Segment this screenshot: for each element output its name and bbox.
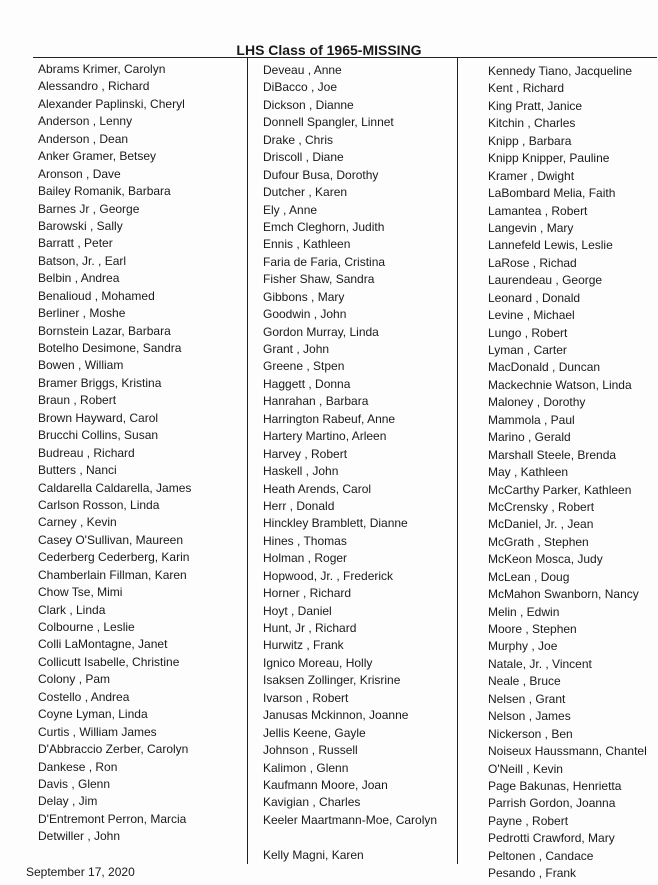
name-entry: Carney , Kevin bbox=[38, 515, 117, 530]
name-entry: Goodwin , John bbox=[263, 307, 347, 322]
name-entry: Melin , Edwin bbox=[488, 604, 560, 619]
name-entry: Dufour Busa, Dorothy bbox=[263, 167, 379, 182]
name-entry: Hanrahan , Barbara bbox=[263, 394, 369, 409]
name-entry: Botelho Desimone, Sandra bbox=[38, 341, 182, 355]
name-entry: Page Bakunas, Henrietta bbox=[488, 778, 622, 793]
name-entry: Peltonen , Candace bbox=[488, 848, 594, 863]
name-entry: Ennis , Kathleen bbox=[263, 237, 351, 252]
name-entry: McLean , Doug bbox=[488, 569, 570, 584]
name-entry: DiBacco , Joe bbox=[263, 80, 338, 95]
name-entry: Anderson , Lenny bbox=[38, 114, 133, 129]
name-entry: Pesando , Frank bbox=[488, 866, 577, 881]
name-entry: Mammola , Paul bbox=[488, 412, 575, 427]
column-divider-2 bbox=[457, 58, 458, 864]
name-entry: Parrish Gordon, Joanna bbox=[488, 796, 616, 811]
name-entry: Ignico Moreau, Holly bbox=[263, 655, 373, 670]
name-entry: Fisher Shaw, Sandra bbox=[263, 272, 375, 287]
name-entry: McMahon Swanborn, Nancy bbox=[488, 587, 639, 602]
name-entry: Moore , Stephen bbox=[488, 622, 577, 636]
name-entry: Casey O'Sullivan, Maureen bbox=[38, 532, 184, 547]
name-entry: D'Abbraccio Zerber, Carolyn bbox=[38, 742, 189, 757]
name-entry: Greene , Stpen bbox=[263, 359, 345, 374]
name-entry: Braun , Robert bbox=[38, 393, 117, 408]
name-entry: Maloney , Dorothy bbox=[488, 395, 586, 410]
name-entry: Colony , Pam bbox=[38, 672, 111, 687]
name-entry: Isaksen Zollinger, Krisrine bbox=[263, 673, 401, 688]
name-entry: Barowski , Sally bbox=[38, 218, 123, 233]
name-entry: King Pratt, Janice bbox=[488, 98, 583, 113]
name-entry: Knipp , Barbara bbox=[488, 133, 572, 148]
name-entry: Alessandro , Richard bbox=[38, 79, 150, 94]
name-entry: Johnson , Russell bbox=[263, 743, 358, 758]
name-entry: Kelly Magni, Karen bbox=[263, 847, 364, 862]
name-entry: Aronson , Dave bbox=[38, 166, 121, 181]
name-entry: Heath Arends, Carol bbox=[263, 481, 372, 496]
name-entry: Cederberg Cederberg, Karin bbox=[38, 550, 190, 565]
name-entry: Holman , Roger bbox=[263, 551, 348, 566]
name-entry: Ivarson , Robert bbox=[263, 690, 349, 705]
name-entry: Kaufmann Moore, Joan bbox=[263, 777, 388, 792]
name-entry: Faria de Faria, Cristina bbox=[263, 254, 386, 269]
name-column-2 bbox=[263, 62, 453, 864]
name-entry: Chamberlain Fillman, Karen bbox=[38, 567, 187, 582]
name-entry: Hoyt , Daniel bbox=[263, 603, 332, 618]
name-entry: McCarthy Parker, Kathleen bbox=[488, 482, 632, 497]
name-entry: Keeler Maartmann-Moe, Carolyn bbox=[263, 812, 438, 827]
name-entry: Carlson Rosson, Linda bbox=[38, 497, 160, 512]
name-entry: Lungo , Robert bbox=[488, 325, 568, 340]
name-entry: Noiseux Haussmann, Chantel bbox=[488, 744, 647, 759]
name-entry: Grant , John bbox=[263, 342, 330, 356]
name-entry: Belbin , Andrea bbox=[38, 271, 120, 286]
name-entry: Anker Gramer, Betsey bbox=[38, 149, 157, 164]
name-entry: Harrington Rabeuf, Anne bbox=[263, 411, 396, 426]
name-entry: Levine , Michael bbox=[488, 308, 575, 323]
name-entry: LaRose , Richad bbox=[488, 255, 577, 270]
name-entry: Berliner , Moshe bbox=[38, 306, 126, 321]
name-entry: Emch Cleghorn, Judith bbox=[263, 219, 385, 234]
name-entry: Horner , Richard bbox=[263, 586, 352, 601]
name-entry: Knipp Knipper, Pauline bbox=[488, 151, 610, 166]
name-entry: Curtis , William James bbox=[38, 724, 157, 739]
name-entry: Donnell Spangler, Linnet bbox=[263, 115, 394, 130]
name-entry: Lamantea , Robert bbox=[488, 203, 588, 218]
name-entry: Hines , Thomas bbox=[263, 533, 347, 548]
name-entry: Marino , Gerald bbox=[488, 430, 571, 445]
name-entry: LaBombard Melia, Faith bbox=[488, 186, 616, 201]
name-entry: Leonard , Donald bbox=[488, 290, 581, 305]
name-entry: Brucchi Collins, Susan bbox=[38, 428, 159, 443]
name-entry: Dankese , Ron bbox=[38, 759, 118, 774]
name-entry: Kent , Richard bbox=[488, 81, 565, 96]
name-entry: Jellis Keene, Gayle bbox=[263, 725, 366, 740]
name-entry: Budreau , Richard bbox=[38, 445, 135, 460]
name-entry: Laurendeau , George bbox=[488, 273, 603, 288]
name-entry: Alexander Paplinski, Cheryl bbox=[38, 96, 185, 111]
name-entry: Ely , Anne bbox=[263, 202, 318, 217]
name-entry: McGrath , Stephen bbox=[488, 534, 589, 549]
name-entry: Langevin , Mary bbox=[488, 220, 574, 235]
name-entry: Bramer Briggs, Kristina bbox=[38, 375, 162, 390]
name-entry: Neale , Bruce bbox=[488, 674, 561, 689]
name-entry: Harvey , Robert bbox=[263, 446, 348, 461]
name-entry: Lyman , Carter bbox=[488, 343, 567, 357]
name-entry: Kramer , Dwight bbox=[488, 168, 575, 183]
name-column-1 bbox=[38, 61, 244, 846]
name-entry: Gordon Murray, Linda bbox=[263, 324, 379, 339]
name-entry: MacDonald , Duncan bbox=[488, 360, 601, 375]
name-entry: Haskell , John bbox=[263, 464, 339, 479]
footer-date: September 17, 2020 bbox=[26, 865, 135, 879]
name-entry: Bornstein Lazar, Barbara bbox=[38, 323, 171, 338]
name-entry: Hartery Martino, Arleen bbox=[263, 429, 387, 444]
name-entry: Dickson , Dianne bbox=[263, 97, 354, 112]
name-entry: Dutcher , Karen bbox=[263, 185, 348, 200]
name-entry: O'Neill , Kevin bbox=[488, 761, 563, 776]
name-entry: McKeon Mosca, Judy bbox=[488, 552, 603, 567]
name-entry: Hunt, Jr , Richard bbox=[263, 621, 357, 635]
name-entry: Anderson , Dean bbox=[38, 131, 129, 146]
name-entry: Barnes Jr , George bbox=[38, 201, 140, 216]
name-entry: Deveau , Anne bbox=[263, 63, 342, 77]
name-entry: Lannefeld Lewis, Leslie bbox=[488, 238, 613, 253]
name-entry: Pedrotti Crawford, Mary bbox=[488, 831, 615, 846]
name-entry: Bowen , William bbox=[38, 358, 124, 373]
name-entry: Kavigian , Charles bbox=[263, 795, 361, 810]
name-entry: Chow Tse, Mimi bbox=[38, 585, 123, 600]
name-entry: Marshall Steele, Brenda bbox=[488, 447, 617, 462]
name-entry: Gibbons , Mary bbox=[263, 289, 345, 304]
name-entry: Driscoll , Diane bbox=[263, 150, 344, 165]
name-entry: Mackechnie Watson, Linda bbox=[488, 377, 632, 392]
name-entry: McDaniel, Jr. , Jean bbox=[488, 517, 594, 532]
name-entry: Abrams Krimer, Carolyn bbox=[38, 62, 166, 76]
name-entry: Batson, Jr. , Earl bbox=[38, 253, 127, 268]
name-entry: Colli LaMontagne, Janet bbox=[38, 637, 168, 652]
name-entry: May , Kathleen bbox=[488, 465, 569, 480]
name-entry: Kennedy Tiano, Jacqueline bbox=[488, 64, 633, 78]
name-entry: McCrensky , Robert bbox=[488, 499, 595, 514]
name-entry: D'Entremont Perron, Marcia bbox=[38, 811, 187, 826]
name-entry: Hopwood, Jr. , Frederick bbox=[263, 568, 394, 583]
title-rule bbox=[33, 57, 657, 58]
name-entry: Benalioud , Mohamed bbox=[38, 288, 155, 303]
name-entry: Caldarella Caldarella, James bbox=[38, 480, 192, 495]
name-entry: Delay , Jim bbox=[38, 794, 98, 809]
name-entry: Natale, Jr. , Vincent bbox=[488, 656, 592, 671]
page-title: LHS Class of 1965-MISSING bbox=[236, 42, 422, 58]
name-entry: Davis , Glenn bbox=[38, 776, 111, 791]
name-entry: Nelsen , Grant bbox=[488, 691, 566, 706]
name-entry: Butters , Nanci bbox=[38, 463, 117, 478]
name-entry: Coyne Lyman, Linda bbox=[38, 707, 148, 722]
name-entry: Colbourne , Leslie bbox=[38, 620, 135, 634]
name-entry: Barratt , Peter bbox=[38, 236, 113, 251]
name-entry: Hurwitz , Frank bbox=[263, 638, 344, 653]
name-entry: Clark , Linda bbox=[38, 602, 106, 617]
name-entry: Brown Hayward, Carol bbox=[38, 410, 159, 425]
name-entry: Kalimon , Glenn bbox=[263, 760, 349, 775]
name-entry: Costello , Andrea bbox=[38, 689, 130, 704]
name-entry: Janusas Mckinnon, Joanne bbox=[263, 708, 409, 723]
name-entry: Haggett , Donna bbox=[263, 376, 351, 391]
name-entry: Detwiller , John bbox=[38, 829, 121, 844]
name-entry: Murphy , Joe bbox=[488, 639, 558, 654]
name-entry: Nickerson , Ben bbox=[488, 726, 573, 741]
name-column-3 bbox=[488, 63, 656, 883]
name-entry: Bailey Romanik, Barbara bbox=[38, 184, 171, 199]
name-entry: Nelson , James bbox=[488, 709, 571, 724]
name-entry: Herr , Donald bbox=[263, 498, 335, 513]
name-entry: Drake , Chris bbox=[263, 132, 334, 147]
name-entry: Collicutt Isabelle, Christine bbox=[38, 654, 180, 669]
name-entry: Hinckley Bramblett, Dianne bbox=[263, 516, 408, 531]
column-divider-1 bbox=[247, 58, 248, 864]
name-entry: Payne , Robert bbox=[488, 813, 569, 828]
name-entry: Kitchin , Charles bbox=[488, 116, 576, 131]
